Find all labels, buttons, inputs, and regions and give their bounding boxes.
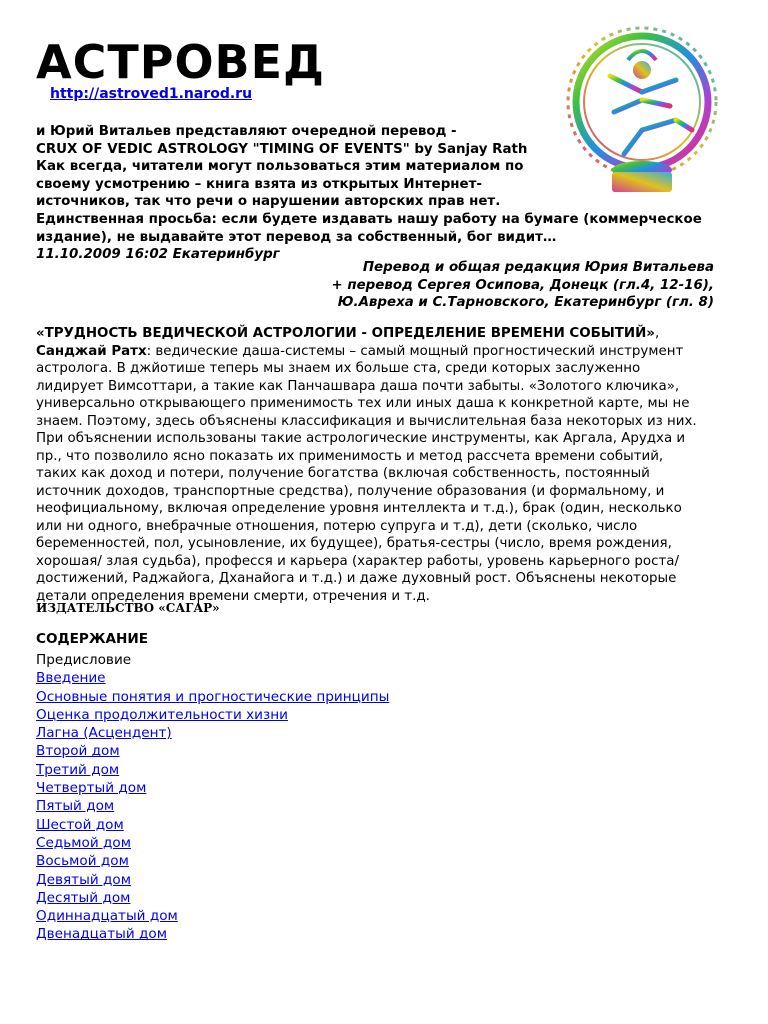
- book-description: [36, 325, 732, 605]
- contents-list: [36, 651, 389, 944]
- toc-link-basic-concepts[interactable]: Основные понятия и прогностические принципы: [36, 688, 390, 705]
- credits-line: Перевод и общая редакция Юрия Витальева: [362, 260, 714, 275]
- intro-line: и Юрий Витальев представляют очередной перевод -: [36, 124, 457, 139]
- intro-line: Единственная просьба: если будете издавать нашу работу на бумаге (коммерческое: [36, 211, 702, 227]
- toc-link-house-4[interactable]: Четвертый дом: [36, 780, 147, 797]
- book-text-line: астролога. В джйотише теперь мы знаем их больше ста, среди которых заслуженно: [36, 361, 641, 376]
- book-text-line: неофициальному, включая определение уровня интеллекта и т.д.), брак (один, несколько: [36, 501, 682, 516]
- toc-link-house-7[interactable]: Седьмой дом: [36, 834, 131, 851]
- book-author: Санджай Ратх: [36, 343, 147, 359]
- credits-line: + перевод Сергея Осипова, Донецк (гл.4, 12-16),: [331, 277, 714, 293]
- contents-title: СОДЕРЖАНИЕ: [36, 631, 149, 647]
- toc-link-longevity[interactable]: Оценка продолжительности хизни: [36, 706, 288, 723]
- publisher: ИЗДАТЕЛЬСТВО «САГАР»: [36, 601, 220, 615]
- book-text-line: При объяснении использованы такие астрологические инструменты, как Аргала, Арудха и: [36, 431, 686, 446]
- book-text-line: : ведические даша-системы – самый мощный прогностический инструмент: [146, 343, 684, 359]
- toc-link-house-10[interactable]: Десятый дом: [36, 889, 131, 906]
- book-text-line: детали определения времени смерти, отречения и т.д.: [36, 588, 430, 604]
- credits-line: Ю.Авреха и С.Тарновского, Екатеринбург (гл. 8): [337, 295, 714, 311]
- intro-line: своему усмотрению – книга взята из открытых Интернет-: [36, 176, 482, 192]
- book-text-line: беременностей, пол, усыновление, их будущее), братья-сестры (число, время рождения,: [36, 536, 672, 551]
- book-text-line: знаем. Поэтому, здесь объяснены классификация и вычислительная база некоторых из них.: [36, 413, 697, 429]
- toc-link-house-12[interactable]: Двенадцатый дом: [36, 926, 167, 943]
- toc-link-house-6[interactable]: Шестой дом: [36, 816, 124, 833]
- site-link[interactable]: http://astroved1.narod.ru: [50, 86, 253, 102]
- book-text-line: источник доходов, транспортные средства), получение образования (и формальному, и: [36, 483, 665, 499]
- dancing-shiva-logo-icon: [558, 20, 726, 198]
- toc-link-house-2[interactable]: Второй дом: [36, 743, 120, 760]
- toc-link-introduction[interactable]: Введение: [36, 670, 106, 687]
- book-text-line: хорошая/ злая судьба), професся и карьера (характер работы, уровень карьерного роста/: [36, 553, 680, 569]
- contents-preface: Предисловие: [36, 652, 132, 668]
- book-text-line: достижений, Раджайога, Дханайога и т.д.) и даже духовный рост. Объяснены некоторые: [36, 571, 677, 586]
- intro-line: источников, так что речи о нарушении авторских прав нет.: [36, 194, 501, 210]
- book-text-line: лидирует Вимсоттари, а такие как Панчашвара даша почти забыты. «Золотого ключика»,: [36, 378, 680, 394]
- intro-line: Как всегда, читатели могут пользоваться этим материалом по: [36, 159, 524, 175]
- page-title: АСТРОВЕД: [36, 35, 326, 89]
- book-text-line: универсально открывающего применимость тех или иных даша к конкретной карте, мы не: [36, 396, 690, 411]
- translation-credits: [331, 259, 714, 312]
- book-text-line: пр., что позволило ясно показать их применимость и метод рассчета времени событий,: [36, 448, 664, 464]
- toc-link-house-9[interactable]: Девятый дом: [36, 871, 131, 888]
- book-text-line: или ни одного, внебрачные отношения, потерю супруга и т.д), дети (сколько, число: [36, 518, 638, 534]
- intro-line: CRUX OF VEDIC ASTROLOGY "TIMING OF EVENTS" by Sanjay Rath: [36, 141, 528, 157]
- toc-link-house-11[interactable]: Одиннадцатый дом: [36, 908, 178, 925]
- toc-link-house-3[interactable]: Третий дом: [36, 761, 120, 778]
- book-title: «ТРУДНОСТЬ ВЕДИЧЕСКОЙ АСТРОЛОГИИ - ОПРЕДЕЛЕНИЕ ВРЕМЕНИ СОБЫТИЙ»: [36, 326, 655, 341]
- toc-link-house-5[interactable]: Пятый дом: [36, 798, 115, 815]
- toc-link-lagna[interactable]: Лагна (Асцендент): [36, 725, 172, 742]
- book-text-line: таких как доход и потери, получение богатства (включая собственность, постоянный: [36, 466, 650, 481]
- toc-link-house-8[interactable]: Восьмой дом: [36, 853, 129, 870]
- book-title-suffix: ,: [654, 326, 660, 341]
- intro-date: 11.10.2009 16:02 Екатеринбург: [36, 247, 280, 263]
- intro-line: издание), не выдавайте этот перевод за собственный, бог видит…: [36, 229, 557, 245]
